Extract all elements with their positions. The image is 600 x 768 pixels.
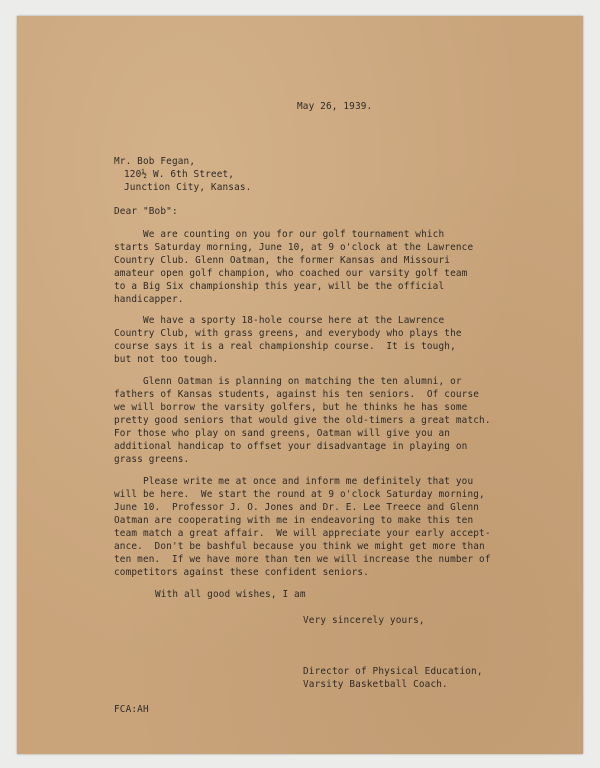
paragraph-4-line: ten men. If we have more than ten we will increase the number of [114, 554, 491, 565]
valediction: Very sincerely yours, [303, 615, 425, 626]
paragraph-1-line: amateur open golf champion, who coached our varsity golf team [114, 268, 468, 279]
letter-paper [17, 16, 583, 754]
paragraph-2-line: course says it is a real championship course. It is tough, [114, 341, 456, 352]
paragraph-1-line: to a Big Six championship this year, will be the official [114, 281, 445, 292]
paragraph-2-line: but not too tough. [114, 354, 219, 365]
paragraph-1-line: We are counting on you for our golf tournament which [114, 229, 445, 240]
recipient-street: 120½ W. 6th Street, [124, 169, 235, 180]
paragraph-4-line: will be here. We start the round at 9 o'clock Saturday morning, [114, 489, 485, 500]
salutation: Dear "Bob": [114, 206, 178, 217]
paragraph-3-line: Glenn Oatman is planning on matching the ten alumni, or [114, 376, 462, 387]
recipient-city: Junction City, Kansas. [124, 182, 252, 193]
paragraph-4-line: team match a great affair. We will appreciate your early accept- [114, 528, 491, 539]
paragraph-1-line: handicapper. [114, 294, 184, 305]
paragraph-4-line: Please write me at once and inform me definitely that you [114, 476, 474, 487]
signature-title-line: Varsity Basketball Coach. [303, 679, 448, 690]
paragraph-4-line: ance. Don't be bashful because you think we might get more than [114, 541, 485, 552]
paragraph-3-line: we will borrow the varsity golfers, but he thinks he has some [114, 402, 468, 413]
paragraph-3-line: grass greens. [114, 454, 190, 465]
paragraph-2-line: Country Club, with grass greens, and everybody who plays the [114, 328, 462, 339]
signature-title-line: Director of Physical Education, [303, 666, 483, 677]
paragraph-3-line: fathers of Kansas students, against his ten seniors. Of course [114, 389, 480, 400]
paragraph-4-line: Oatman are cooperating with me in endeavoring to make this ten [114, 515, 474, 526]
paragraph-3-line: pretty good seniors that would give the old-timers a great match. [114, 415, 491, 426]
paragraph-4-line: June 10. Professor J. O. Jones and Dr. E. Lee Treece and Glenn [114, 502, 480, 513]
paragraph-3-line: For those who play on sand greens, Oatman will give you an [114, 428, 451, 439]
paragraph-4-line: competitors against these confident seniors. [114, 567, 369, 578]
recipient-name: Mr. Bob Fegan, [114, 156, 196, 167]
closing-line: With all good wishes, I am [155, 589, 306, 600]
paragraph-1-line: Country Club. Glenn Oatman, the former Kansas and Missouri [114, 255, 451, 266]
paragraph-3-line: additional handicap to offset your disadvantage in playing on [114, 441, 468, 452]
letter-date: May 26, 1939. [297, 101, 373, 112]
paragraph-1-line: starts Saturday morning, June 10, at 9 o'clock at the Lawrence [114, 242, 474, 253]
typist-initials: FCA:AH [114, 704, 149, 715]
paragraph-2-line: We have a sporty 18-hole course here at the Lawrence [114, 315, 445, 326]
